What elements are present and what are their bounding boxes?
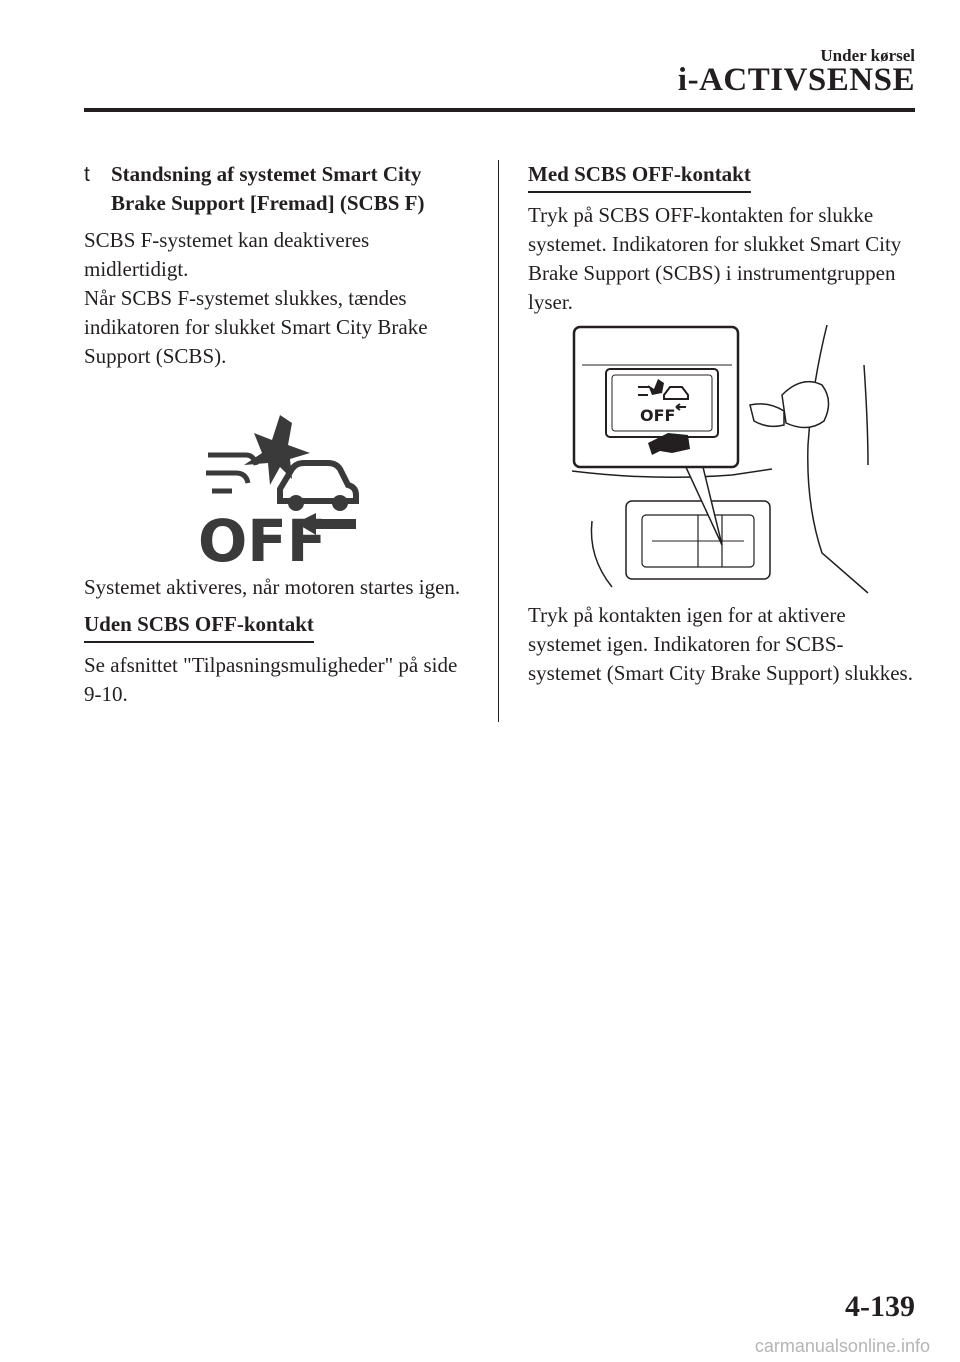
paragraph-reference: Se afsnittet "Tilpasningsmuligheder" på side 9-10. bbox=[84, 653, 458, 706]
header-section-title: Under kørsel bbox=[820, 46, 915, 65]
paragraph-press-switch: Tryk på SCBS OFF-kontakten for slukke systemet. Indikatoren for slukket Smart City Brake Support (SCBS) i instrumentgruppen lyser. bbox=[528, 203, 902, 314]
header-rule bbox=[84, 108, 915, 112]
watermark-text: carmanualsonline.info bbox=[754, 1336, 930, 1356]
paragraph-reactivate: Systemet aktiveres, når motoren startes igen. bbox=[84, 575, 461, 599]
paragraph-press-again: Tryk på kontakten igen for at aktivere systemet igen. Indikatoren for SCBS-systemet (Smart City Brake Support) slukkes. bbox=[528, 603, 913, 685]
section-heading-text: Standsning af systemet Smart City Brake Support [Fremad] (SCBS F) bbox=[111, 162, 425, 215]
page-number: 4-139 bbox=[845, 1290, 915, 1323]
section-heading bbox=[84, 160, 470, 218]
car-outline-shape bbox=[280, 463, 356, 501]
column-divider bbox=[498, 160, 499, 722]
scbs-off-indicator-figure bbox=[84, 413, 470, 573]
scbs-off-warning-icon bbox=[192, 413, 362, 563]
left-column bbox=[84, 160, 470, 709]
subheading-without-switch: Uden SCBS OFF-kontakt bbox=[84, 610, 314, 643]
bullet-marker: t bbox=[84, 163, 90, 186]
subheading-with-switch: Med SCBS OFF-kontakt bbox=[528, 160, 751, 193]
switch-off-label: OFF bbox=[640, 406, 676, 425]
icon-off-label: OFF bbox=[198, 507, 327, 563]
scbs-off-switch bbox=[606, 369, 718, 437]
dashboard-switch-drawing bbox=[572, 325, 872, 595]
collision-burst-shape bbox=[244, 415, 310, 485]
paragraph-deactivate: SCBS F-systemet kan deaktiveres midlertidigt. bbox=[84, 228, 370, 281]
paragraph-indicator: Når SCBS F-systemet slukkes, tændes indikatoren for slukket Smart City Brake Support (SCBS). bbox=[84, 286, 428, 368]
right-column bbox=[528, 160, 914, 688]
header-chapter-title: i-ACTIVSENSE bbox=[677, 62, 915, 98]
scbs-off-switch-illustration bbox=[528, 325, 914, 595]
